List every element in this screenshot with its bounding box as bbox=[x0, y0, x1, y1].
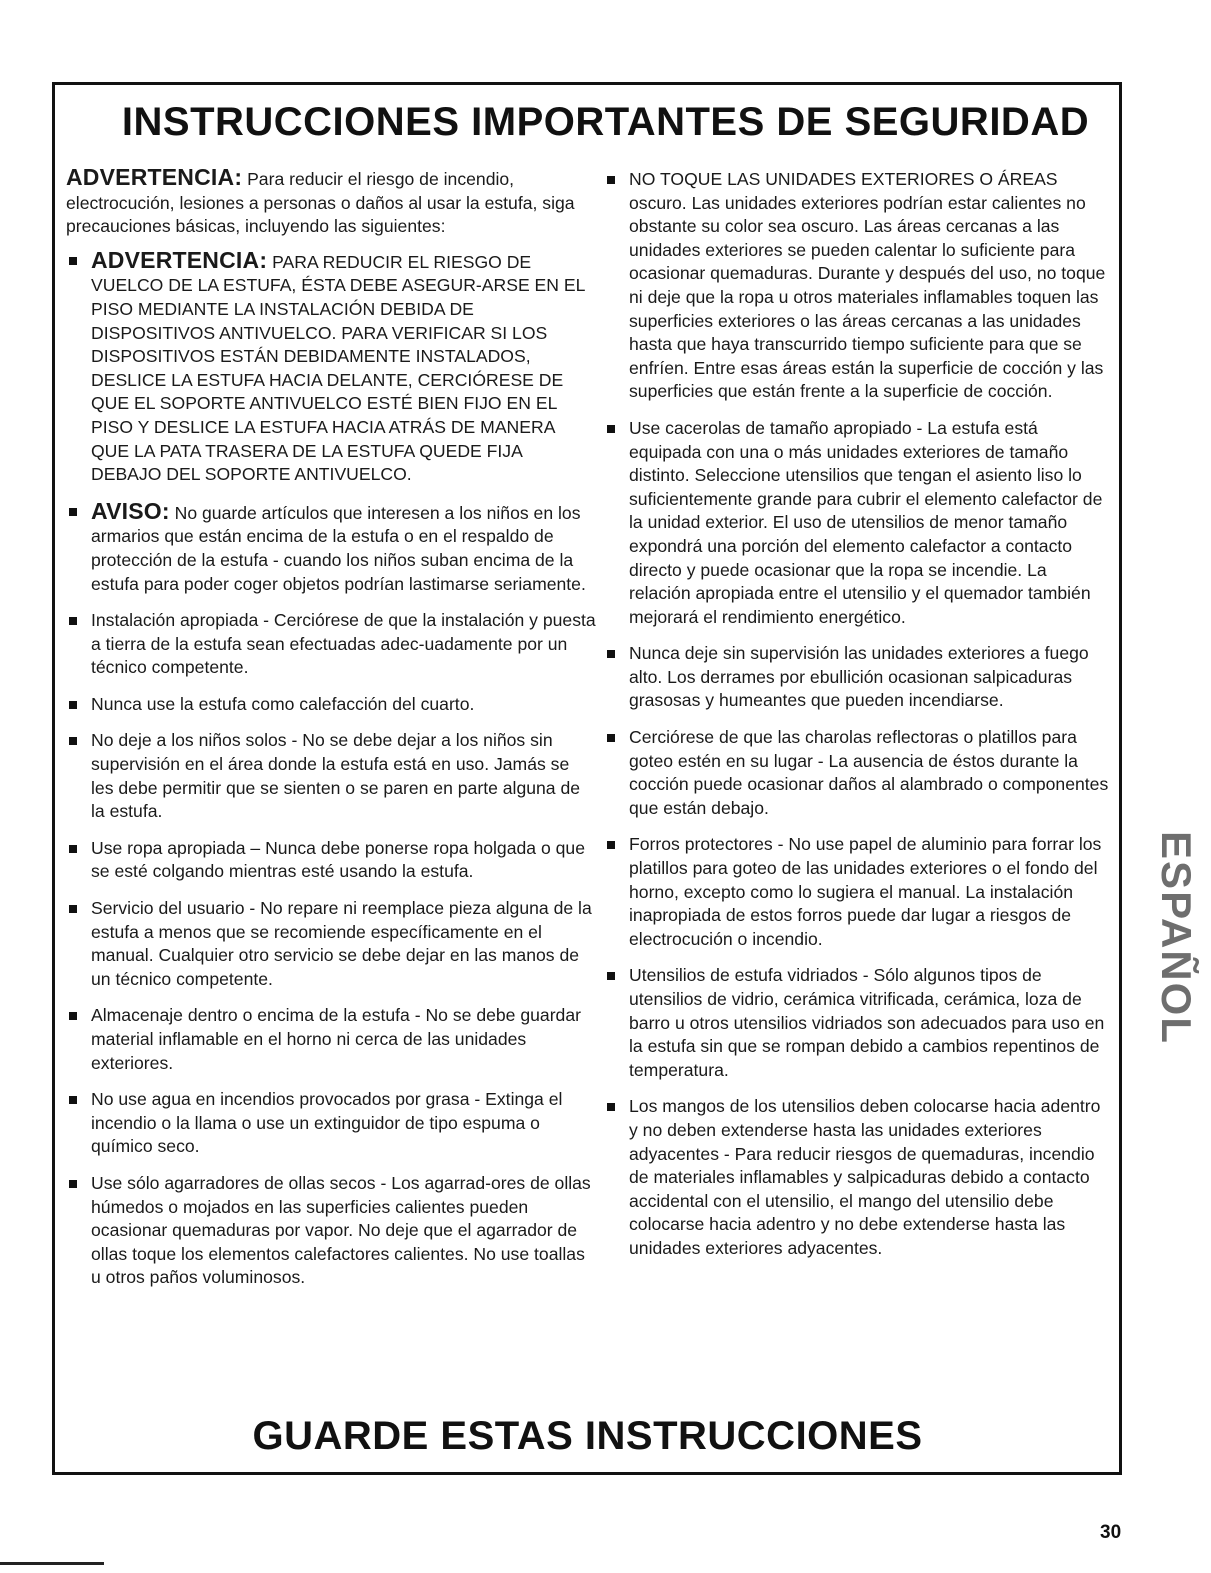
square-bullet-icon bbox=[607, 734, 615, 742]
safety-item-text: PARA REDUCIR EL RIESGO DE VUELCO DE LA ESTUFA, ÉSTA DEBE ASEGUR-ARSE EN EL PISO MEDIANTE LA INSTALACIÓN DEBIDA DE DISPOSITIVOS ANTIVUELCO. PARA VERIFICAR SI LOS DISPOSITIVOS ESTÁN DEBIDAMENTE INSTALADOS, DESLICE LA ESTUFA HACIA DELANTE, CERCIÓRESE DE QUE EL SOPORTE ANTIVUELCO ESTÉ BIEN FIJO EN EL PISO Y DESLICE LA ESTUFA HACIA ATRÁS DE MANERA QUE LA PATA TRASERA DE LA ESTUFA QUEDE FIJA DEBAJO DEL SOPORTE ANTIVUELCO. bbox=[91, 251, 585, 485]
square-bullet-icon bbox=[69, 905, 77, 913]
square-bullet-icon bbox=[607, 841, 615, 849]
safety-item-text: Instalación apropiada - Cerciórese de que la instalación y puesta a tierra de la estufa sean efectuadas adec-uadamente por un técnico competente. bbox=[91, 610, 596, 678]
safety-item-text: Use ropa apropiada – Nunca debe ponerse ropa holgada o que se esté colgando mientras esté usando la estufa. bbox=[91, 837, 585, 882]
intro-warning bbox=[66, 166, 596, 239]
square-bullet-icon bbox=[607, 176, 615, 184]
left-safety-list bbox=[66, 246, 596, 1290]
square-bullet-icon bbox=[607, 425, 615, 433]
safety-item bbox=[604, 1095, 1112, 1260]
square-bullet-icon bbox=[69, 617, 77, 625]
square-bullet-icon bbox=[69, 508, 77, 516]
intro-warning-text: Para reducir el riesgo de incendio, electrocución, lesiones a personas o daños al usar la estufa, siga precauciones básicas, incluyendo las siguientes: bbox=[66, 169, 575, 237]
safety-item bbox=[604, 642, 1112, 713]
safety-item-text: No deje a los niños solos - No se debe dejar a los niños sin supervisión en el área donde la estufa está en uso. Jamás se les debe permitir que se sienten o se paren en parte alguna de la estufa. bbox=[91, 730, 581, 822]
page-title: INSTRUCCIONES IMPORTANTES DE SEGURIDAD bbox=[121, 100, 1090, 144]
language-side-tab bbox=[1152, 815, 1200, 1060]
safety-item-label: AVISO: bbox=[91, 497, 170, 524]
safety-item bbox=[604, 726, 1112, 820]
square-bullet-icon bbox=[69, 257, 77, 265]
square-bullet-icon bbox=[69, 1096, 77, 1104]
safety-item bbox=[66, 1088, 596, 1159]
safety-item-text: Nunca deje sin supervisión las unidades exteriores a fuego alto. Los derrames por ebullición ocasionan salpicaduras grasosas y humeantes que pueden incendiarse. bbox=[629, 643, 1089, 711]
safety-item-text: No guarde artículos que interesen a los niños en los armarios que están encima de la estufa o en el respaldo de protección de la estufa - cuando los niños suban encima de la estufa para poder coger objetos podrían lastimarse seriamente. bbox=[91, 502, 586, 594]
safety-item bbox=[66, 246, 596, 487]
square-bullet-icon bbox=[69, 737, 77, 745]
safety-item bbox=[66, 1004, 596, 1075]
safety-item-text: No use agua en incendios provocados por grasa - Extinga el incendio o la llama o use un extinguidor de tipo espuma o químico seco. bbox=[91, 1089, 563, 1157]
safety-item-text: Servicio del usuario - No repare ni reemplace pieza alguna de la estufa a menos que se recomiende específicamente en el manual. Cualquier otro servicio se debe dejar en las manos de un técnico competente. bbox=[91, 898, 592, 989]
safety-item-text: NO TOQUE LAS UNIDADES EXTERIORES O ÁREAS oscuro. Las unidades exteriores podrían estar calientes no obstante su color sea oscuro. Las áreas cercanas a las unidades exteriores se pueden calentar lo suficiente para ocasionar quemaduras. Durante y después del uso, no toque ni deje que la ropa u otros materiales inflamables toquen las superficies exteriores o las áreas cercanas a las unidades hasta que haya transcurrido tiempo suficiente para que se enfríen. Entre esas áreas están la superficie de cocción y las superficies que están frente a la superficie de cocción. bbox=[629, 169, 1106, 402]
safety-item bbox=[66, 609, 596, 680]
square-bullet-icon bbox=[69, 701, 77, 709]
save-instructions-title: GUARDE ESTAS INSTRUCCIONES bbox=[252, 1414, 923, 1458]
square-bullet-icon bbox=[607, 650, 615, 658]
language-side-tab-label: ESPAÑOL bbox=[1153, 830, 1201, 1045]
safety-item-text: Use cacerolas de tamaño apropiado - La estufa está equipada con una o más unidades exteriores de tamaño distinto. Seleccione utensilios que tengan el asiento liso lo suficientemente grande para cubrir el elemento calefactor de la unidad exterior. El uso de utensilios de menor tamaño expondrá una porción del elemento calefactor a contacto directo y puede ocasionar que la ropa se incendie. La relación apropiada entre el utensilio y el quemador también mejorará el rendimiento energético. bbox=[629, 417, 1103, 627]
square-bullet-icon bbox=[607, 972, 615, 980]
safety-item bbox=[604, 833, 1112, 951]
safety-item bbox=[66, 693, 596, 717]
safety-item bbox=[604, 168, 1112, 404]
safety-item bbox=[604, 417, 1112, 629]
safety-item-text: Use sólo agarradores de ollas secos - Los agarrad-ores de ollas húmedos o mojados en las superficies calientes pueden ocasionar quemaduras por vapor. No deje que el agarrador de ollas toque los elementos calefactores calientes. No use toallas u otros paños voluminosos. bbox=[91, 1172, 591, 1288]
safety-item-text: Nunca use la estufa como calefacción del cuarto. bbox=[91, 693, 475, 714]
safety-item bbox=[66, 897, 596, 991]
safety-item bbox=[66, 497, 596, 596]
safety-item bbox=[66, 837, 596, 884]
right-column bbox=[604, 168, 1112, 1274]
corner-mark bbox=[0, 1562, 104, 1565]
intro-warning-label: ADVERTENCIA: bbox=[66, 164, 243, 190]
safety-item bbox=[604, 964, 1112, 1082]
safety-item-text: Forros protectores - No use papel de aluminio para forrar los platillos para goteo de las unidades exteriores o el fondo del horno, excepto como lo sugiera el manual. La instalación inapropiada de estos forros puede dar lugar a riesgos de electrocución o incendio. bbox=[629, 834, 1102, 949]
safety-item bbox=[66, 1172, 596, 1290]
page-number: 30 bbox=[1100, 1522, 1122, 1543]
right-safety-list bbox=[604, 168, 1112, 1261]
safety-item-text: Utensilios de estufa vidriados - Sólo algunos tipos de utensilios de vidrio, cerámica vitrificada, cerámica, loza de barro u otros utensilios vidriados son adecuados para uso en la estufa sin que se rompan debido a cambios repentinos de temperatura. bbox=[629, 965, 1105, 1080]
square-bullet-icon bbox=[69, 1012, 77, 1020]
safety-item-label: ADVERTENCIA: bbox=[91, 246, 268, 273]
safety-item bbox=[66, 729, 596, 823]
left-column bbox=[66, 166, 596, 1303]
square-bullet-icon bbox=[607, 1103, 615, 1111]
square-bullet-icon bbox=[69, 845, 77, 853]
square-bullet-icon bbox=[69, 1180, 77, 1188]
safety-item-text: Cerciórese de que las charolas reflectoras o platillos para goteo estén en su lugar - La ausencia de éstos durante la cocción puede ocasionar daños al alambrado o componentes que están debajo. bbox=[629, 727, 1109, 818]
safety-item-text: Almacenaje dentro o encima de la estufa - No se debe guardar material inflamable en el horno ni cerca de las unidades exteriores. bbox=[91, 1005, 581, 1073]
safety-item-text: Los mangos de los utensilios deben colocarse hacia adentro y no deben extenderse hasta las unidades exteriores adyacentes - Para reducir riesgos de quemaduras, incendio de materiales inflamables y salpicaduras debido a contacto accidental con el utensilio, el mango del utensilio debe colocarse hacia adentro y no debe extenderse hasta las unidades exteriores adyacentes. bbox=[629, 1096, 1101, 1258]
